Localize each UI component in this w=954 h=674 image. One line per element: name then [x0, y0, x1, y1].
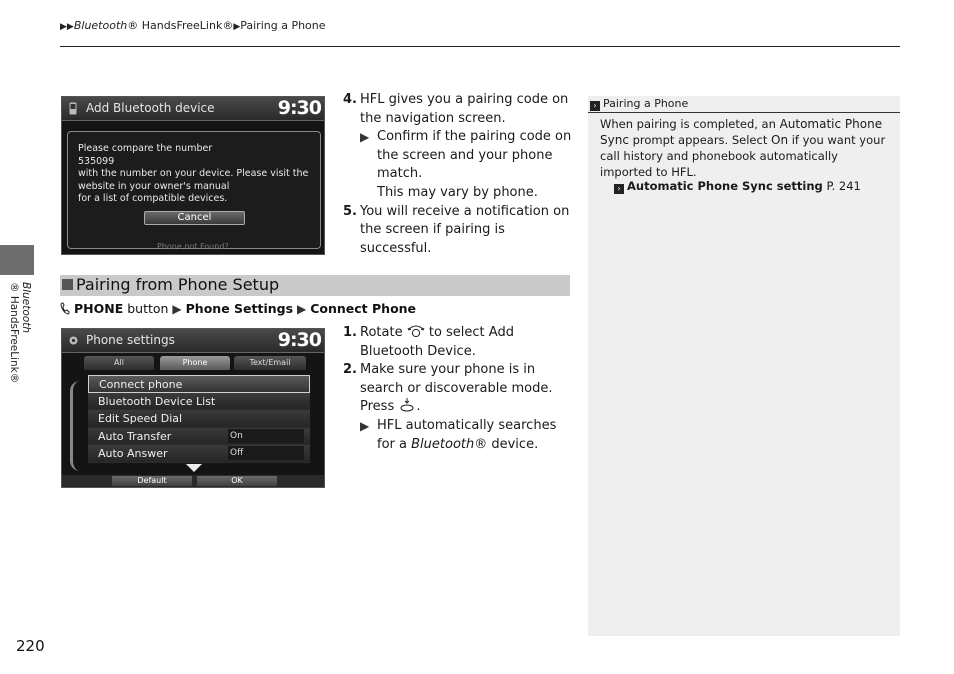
side-note	[588, 96, 900, 636]
breadcrumb	[60, 19, 326, 32]
step-text: HFL gives you a pairing code on the navigation screen.	[360, 92, 569, 126]
triangle-icon: ▶	[360, 418, 370, 433]
punctuation: .	[416, 399, 421, 415]
note-body	[600, 116, 892, 180]
tab-text-email[interactable]: Text/Email	[234, 356, 306, 370]
step-5	[343, 203, 573, 259]
tab-all[interactable]: All	[84, 356, 154, 370]
phone-icon	[69, 102, 77, 115]
section-title: Pairing from Phone Setup	[76, 275, 280, 294]
settings-row-speed-dial[interactable]	[88, 410, 310, 428]
settings-list	[88, 375, 310, 463]
page-number: 220	[16, 637, 45, 655]
steps-phone-setup	[343, 324, 573, 454]
breadcrumb-hfl[interactable]: ® HandsFreeLink®	[127, 19, 234, 32]
default-button[interactable]: Default	[112, 476, 192, 486]
phone-settings-label: Phone Settings	[185, 301, 294, 316]
cross-reference-link[interactable]	[614, 179, 861, 194]
screen-clock: 9:30	[277, 97, 321, 119]
step-number: 2.	[343, 362, 357, 378]
phone-not-found-link[interactable]: Phone not Found?	[157, 242, 229, 251]
square-bullet-icon	[62, 279, 73, 290]
list-scroller[interactable]	[70, 381, 80, 471]
steps-pairing-code	[343, 91, 573, 258]
substep-text: HFL automatically searches for a	[377, 417, 557, 452]
tab-phone[interactable]: Phone	[160, 356, 230, 370]
interface-dial-press-icon	[398, 398, 416, 412]
step-text: Make sure your phone is in search or discoverable mode. Press	[360, 362, 553, 415]
step-text: to select	[428, 325, 485, 340]
phone-button-icon	[60, 302, 70, 315]
note-text: prompt appears. Select	[632, 133, 768, 147]
row-value: Off	[228, 446, 304, 460]
interface-dial-rotate-icon	[407, 324, 425, 338]
screen-titlebar	[62, 97, 324, 121]
pairing-message	[78, 143, 312, 206]
add-bluetooth-device-screen	[61, 96, 325, 255]
step-number: 5.	[343, 203, 357, 219]
breadcrumb-current: Pairing a Phone	[240, 19, 326, 32]
step-text: Rotate	[360, 325, 403, 340]
scroll-down-arrow-icon[interactable]	[186, 464, 202, 472]
substep-italic: Bluetooth	[411, 436, 475, 452]
on-label: On	[771, 133, 789, 147]
step-2	[343, 361, 573, 417]
step-number: 4.	[343, 92, 357, 107]
connect-phone-label: Connect Phone	[310, 301, 417, 316]
settings-tabs	[84, 356, 324, 370]
cancel-button[interactable]: Cancel	[144, 211, 245, 225]
message-line: with the number on your device. Please visit the	[78, 168, 309, 180]
step-4-substep	[343, 128, 573, 184]
triangle-icon: ▶	[172, 302, 182, 316]
message-line: website in your owner's manual	[78, 180, 230, 192]
triangle-icon: ▶	[360, 130, 370, 145]
substep-text: Confirm if the pairing code on the screen and your phone match.	[377, 129, 572, 182]
chapter-label	[8, 282, 34, 442]
path-text: button	[123, 301, 173, 316]
note-text: if you want your call history and phonebook automatically imported to HFL.	[600, 133, 886, 179]
note-heading	[588, 96, 900, 113]
header-divider	[60, 46, 900, 47]
ref-label[interactable]: Automatic Phone Sync setting	[627, 179, 823, 193]
double-triangle-icon: ▶▶	[60, 22, 74, 32]
note-text: When pairing is completed, an	[600, 117, 776, 131]
breadcrumb-bluetooth[interactable]: Bluetooth	[73, 19, 128, 32]
add-bluetooth-device-label: Add Bluetooth Device	[360, 325, 514, 359]
step-1	[343, 324, 573, 361]
pairing-code: 535099	[78, 155, 115, 167]
row-label: Auto Answer	[98, 447, 168, 460]
step-2-substep	[343, 417, 573, 454]
menu-path	[60, 301, 416, 316]
screen-titlebar	[62, 329, 324, 353]
triangle-icon: ▶	[233, 22, 241, 32]
section-heading	[60, 275, 570, 296]
step-number: 1.	[343, 325, 357, 340]
row-value: On	[228, 429, 304, 443]
step-4	[343, 91, 573, 128]
triangle-icon: ▶	[297, 302, 307, 316]
note-ref-icon: ›	[590, 101, 600, 111]
automatic-phone-sync-label: Automatic Phone Sync	[600, 117, 883, 147]
substep-text: ® device.	[474, 436, 539, 452]
screen-title: Phone settings	[86, 333, 175, 347]
phone-label: PHONE	[73, 301, 124, 316]
row-label: Connect phone	[99, 378, 183, 391]
chapter-label-italic: Bluetooth	[20, 282, 32, 333]
screen-title: Add Bluetooth device	[86, 101, 215, 115]
ok-button[interactable]: OK	[197, 476, 277, 486]
chapter-tab[interactable]	[0, 245, 34, 275]
step-text: You will receive a notification on the screen if pairing is successful.	[360, 203, 570, 256]
row-label: Edit Speed Dial	[98, 412, 183, 425]
chapter-label-rest: ® HandsFreeLink®	[8, 282, 20, 384]
gear-icon	[68, 335, 79, 346]
row-label: Auto Transfer	[98, 429, 172, 443]
substep-note: This may vary by phone.	[377, 184, 538, 200]
punctuation: .	[471, 343, 476, 359]
settings-row-auto-transfer[interactable]	[88, 428, 310, 446]
message-line: Please compare the number	[78, 143, 213, 154]
screen-clock: 9:30	[277, 329, 321, 351]
settings-row-auto-answer[interactable]	[88, 445, 310, 463]
cross-reference-icon: ›	[614, 184, 624, 194]
row-label: Bluetooth Device List	[98, 394, 216, 408]
screen-bottombar	[62, 475, 324, 487]
message-line: for a list of compatible devices.	[78, 193, 228, 205]
note-title: Pairing a Phone	[603, 97, 689, 110]
ref-page[interactable]: P. 241	[826, 179, 861, 193]
settings-row-device-list[interactable]	[88, 393, 310, 411]
phone-settings-screen	[61, 328, 325, 488]
settings-row-connect-phone[interactable]	[88, 375, 310, 393]
